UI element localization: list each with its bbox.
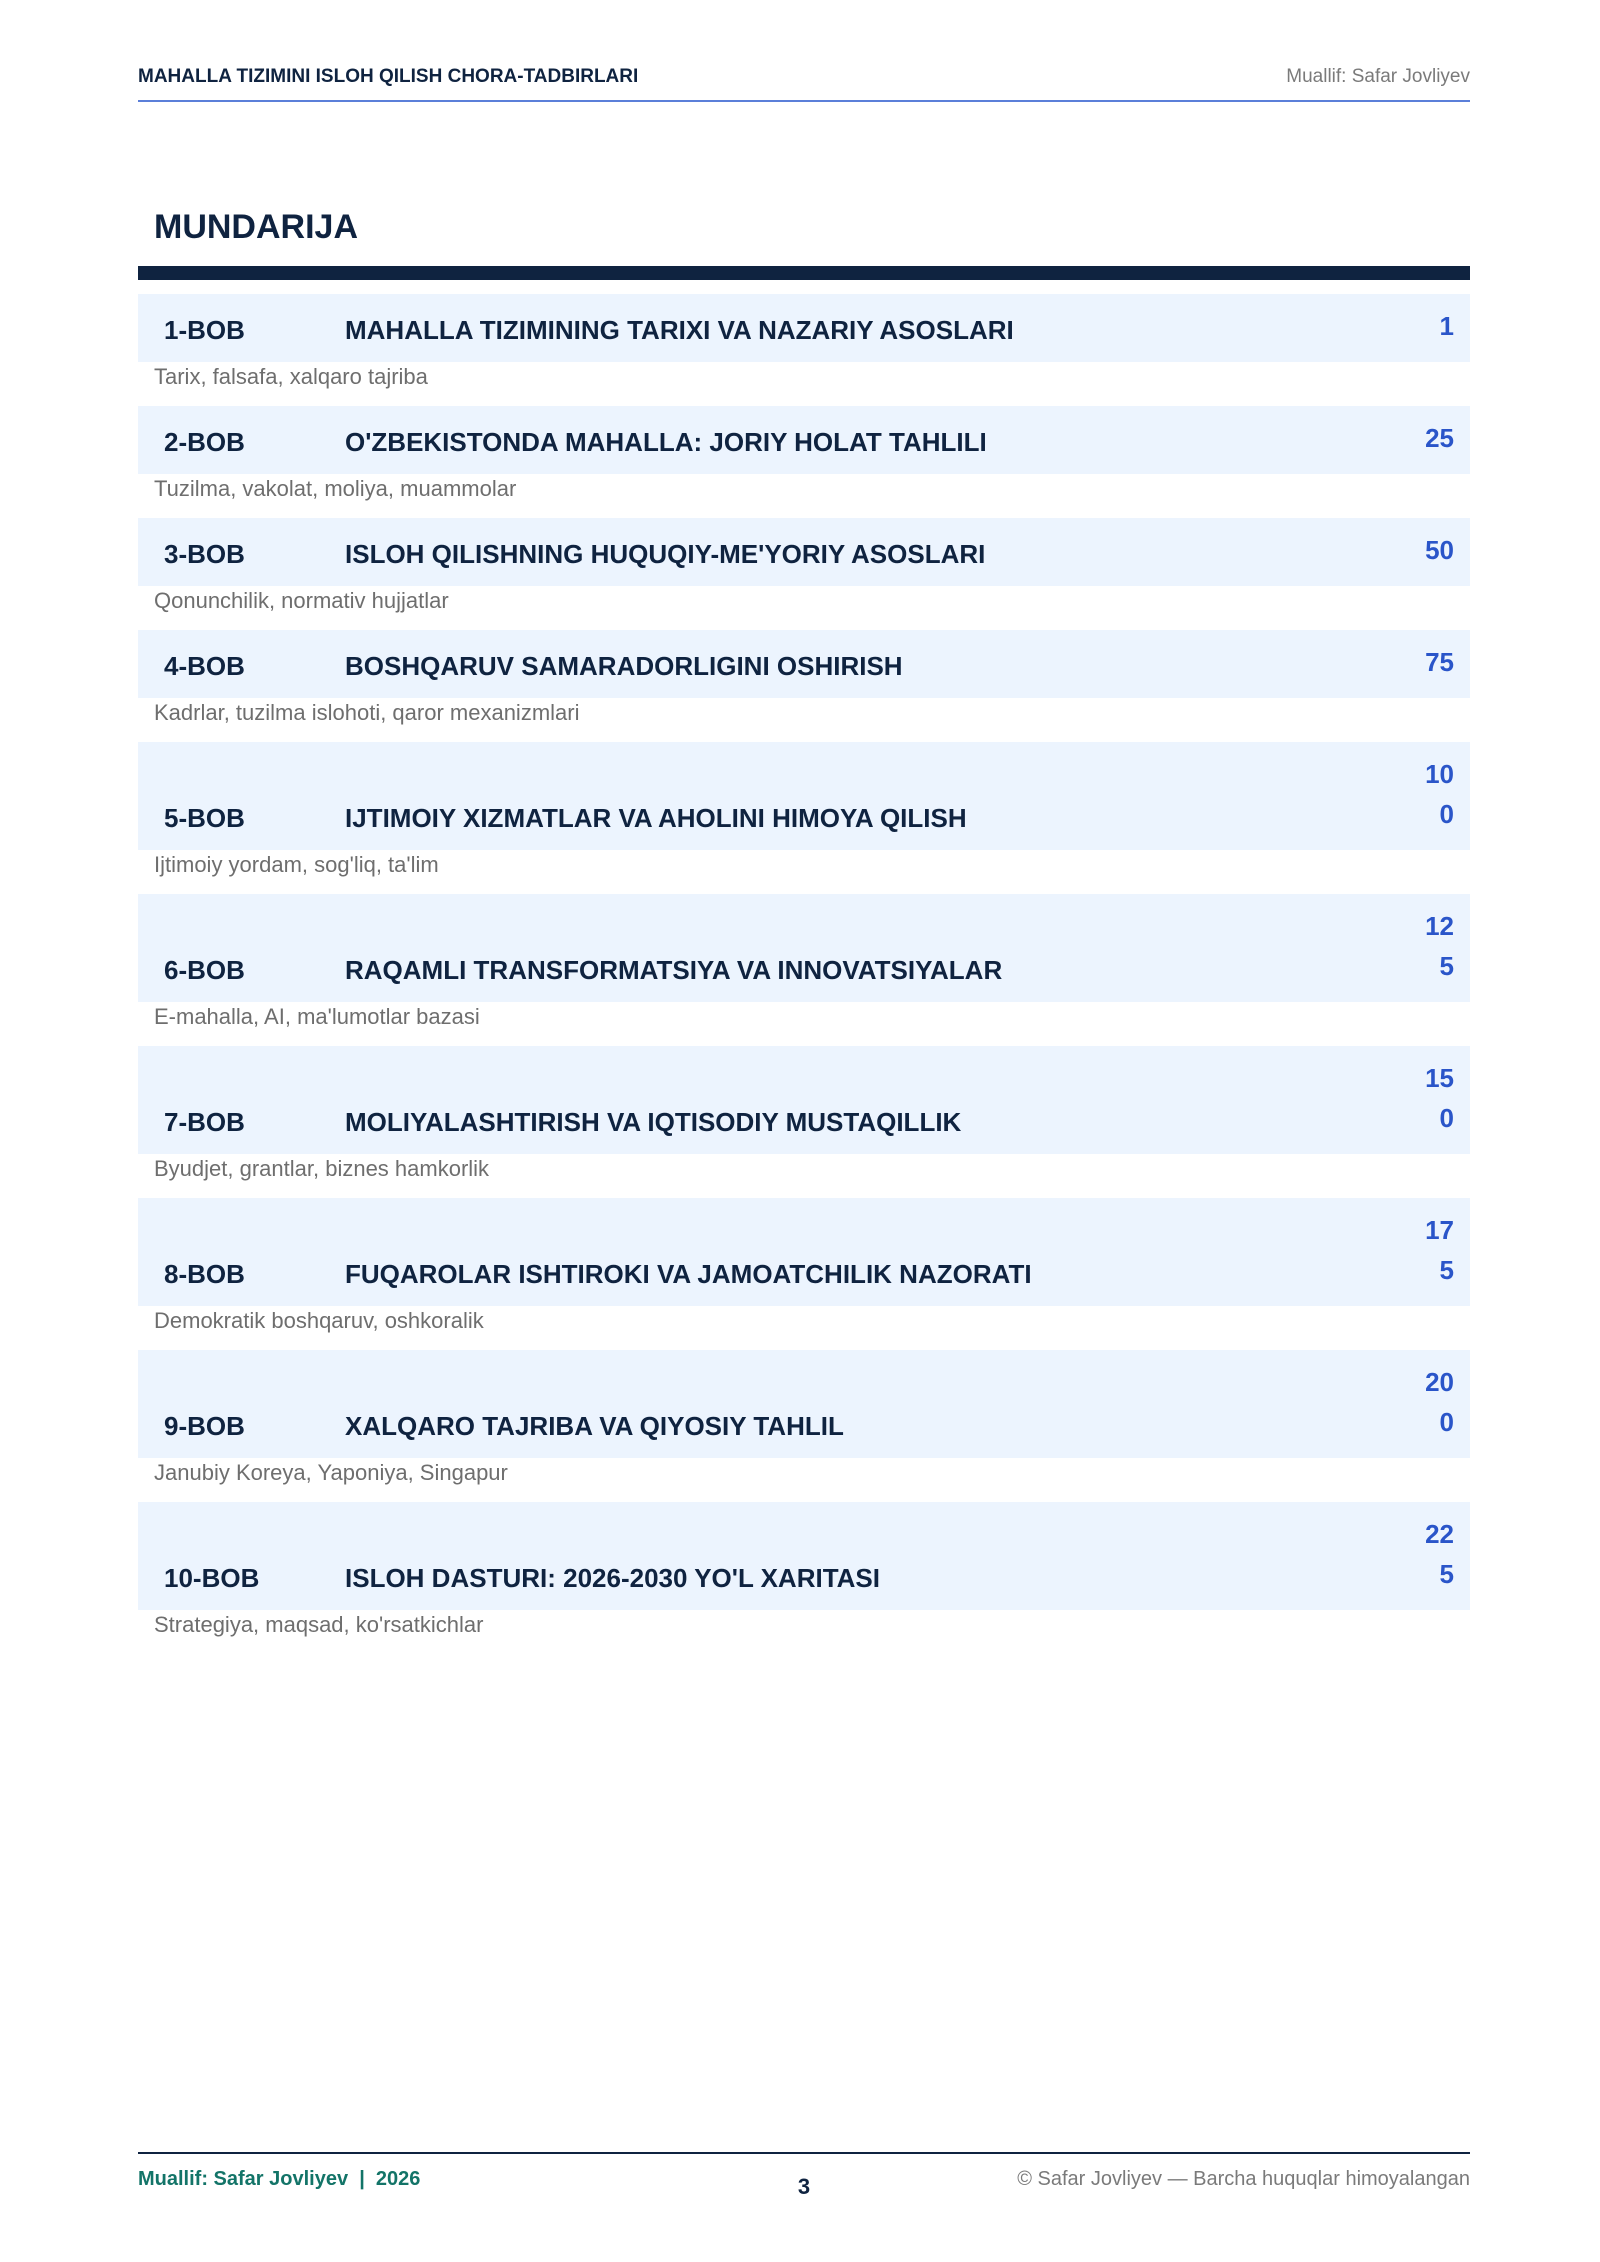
chapter-number: 6-BOB	[164, 955, 245, 985]
toc-entry[interactable]	[138, 630, 1470, 742]
footer-author: Muallif: Safar Jovliyev | 2026	[138, 2168, 421, 2190]
chapter-page-number	[1425, 530, 1454, 570]
page-number-line: 5	[1439, 1559, 1454, 1589]
footer-copyright: © Safar Jovliyev — Barcha huquqlar himoyalangan	[1017, 2168, 1470, 2190]
header-author: Muallif: Safar Jovliyev	[1286, 66, 1470, 87]
page-footer	[138, 2152, 1470, 2214]
chapter-title[interactable]: MAHALLA TIZIMINING TARIXI VA NAZARIY ASOSLARI	[345, 315, 1014, 345]
page-number-line: 22	[1425, 1519, 1454, 1549]
page-number-line: 50	[1425, 535, 1454, 565]
chapter-number: 4-BOB	[164, 651, 245, 681]
page-number-line: 0	[1439, 799, 1454, 829]
chapter-page-number	[1425, 1514, 1454, 1594]
chapter-title[interactable]: MOLIYALASHTIRISH VA IQTISODIY MUSTAQILLIK	[345, 1107, 962, 1137]
toc-entry[interactable]	[138, 742, 1470, 894]
toc-entry-band	[138, 1198, 1470, 1306]
toc-heading: MUNDARIJA	[154, 208, 358, 246]
chapter-number: 2-BOB	[164, 427, 245, 457]
toc-entry-band	[138, 294, 1470, 362]
toc-entry-band	[138, 742, 1470, 850]
toc-entry[interactable]	[138, 1502, 1470, 1654]
chapter-subtitle: Tarix, falsafa, xalqaro tajriba	[154, 364, 428, 389]
page-number-line: 17	[1425, 1215, 1454, 1245]
toc-entry-band	[138, 894, 1470, 1002]
toc-entry[interactable]	[138, 1198, 1470, 1350]
chapter-subtitle: Kadrlar, tuzilma islohoti, qaror mexanizmlari	[154, 700, 580, 725]
page-number-line: 5	[1439, 1255, 1454, 1285]
chapter-number: 1-BOB	[164, 315, 245, 345]
chapter-subtitle: Demokratik boshqaruv, oshkoralik	[154, 1308, 484, 1333]
chapter-title[interactable]: O'ZBEKISTONDA MAHALLA: JORIY HOLAT TAHLILI	[345, 427, 987, 457]
page-number-line: 10	[1425, 759, 1454, 789]
running-header	[138, 62, 1470, 102]
page-number-line: 15	[1425, 1063, 1454, 1093]
toc-entry-band	[138, 1350, 1470, 1458]
heading-rule	[138, 266, 1470, 280]
chapter-page-number	[1425, 906, 1454, 986]
chapter-title[interactable]: FUQAROLAR ISHTIROKI VA JAMOATCHILIK NAZORATI	[345, 1259, 1032, 1289]
chapter-subtitle: Qonunchilik, normativ hujjatlar	[154, 588, 449, 613]
toc-entry-band	[138, 406, 1470, 474]
chapter-page-number	[1425, 1210, 1454, 1290]
chapter-number: 3-BOB	[164, 539, 245, 569]
table-of-contents	[138, 294, 1470, 1654]
page-number-line: 0	[1439, 1407, 1454, 1437]
chapter-subtitle: Byudjet, grantlar, biznes hamkorlik	[154, 1156, 490, 1181]
page-number-line: 0	[1439, 1103, 1454, 1133]
chapter-subtitle: Tuzilma, vakolat, moliya, muammolar	[154, 476, 517, 501]
page-number-line: 12	[1425, 911, 1454, 941]
page-number-line: 20	[1425, 1367, 1454, 1397]
toc-entry-band	[138, 630, 1470, 698]
chapter-number: 5-BOB	[164, 803, 245, 833]
toc-entry-band	[138, 1502, 1470, 1610]
page-number-line: 75	[1425, 647, 1454, 677]
chapter-subtitle: Janubiy Koreya, Yaponiya, Singapur	[154, 1460, 508, 1485]
chapter-title[interactable]: BOSHQARUV SAMARADORLIGINI OSHIRISH	[345, 651, 903, 681]
chapter-page-number	[1425, 1362, 1454, 1442]
chapter-number: 8-BOB	[164, 1259, 245, 1289]
chapter-subtitle: E-mahalla, AI, ma'lumotlar bazasi	[154, 1004, 480, 1029]
toc-entry[interactable]	[138, 294, 1470, 406]
chapter-number: 7-BOB	[164, 1107, 245, 1137]
toc-entry[interactable]	[138, 406, 1470, 518]
chapter-number: 10-BOB	[164, 1563, 260, 1593]
toc-entry[interactable]	[138, 894, 1470, 1046]
page-number: 3	[797, 2174, 811, 2199]
chapter-title[interactable]: ISLOH QILISHNING HUQUQIY-ME'YORIY ASOSLARI	[345, 539, 986, 569]
chapter-page-number	[1425, 418, 1454, 458]
chapter-subtitle: Ijtimoiy yordam, sog'liq, ta'lim	[154, 852, 439, 877]
chapter-page-number	[1425, 754, 1454, 834]
chapter-page-number	[1440, 306, 1454, 346]
chapter-page-number	[1425, 642, 1454, 682]
header-title: MAHALLA TIZIMINI ISLOH QILISH CHORA-TADBIRLARI	[138, 66, 639, 87]
chapter-title[interactable]: XALQARO TAJRIBA VA QIYOSIY TAHLIL	[345, 1411, 844, 1441]
toc-entry-band	[138, 1046, 1470, 1154]
chapter-title[interactable]: IJTIMOIY XIZMATLAR VA AHOLINI HIMOYA QILISH	[345, 803, 967, 833]
toc-entry[interactable]	[138, 1350, 1470, 1502]
page-number-line: 25	[1425, 423, 1454, 453]
chapter-number: 9-BOB	[164, 1411, 245, 1441]
toc-entry[interactable]	[138, 518, 1470, 630]
chapter-title[interactable]: RAQAMLI TRANSFORMATSIYA VA INNOVATSIYALAR	[345, 955, 1003, 985]
chapter-title[interactable]: ISLOH DASTURI: 2026-2030 YO'L XARITASI	[345, 1563, 880, 1593]
toc-entry-band	[138, 518, 1470, 586]
page-number-line: 5	[1439, 951, 1454, 981]
toc-entry[interactable]	[138, 1046, 1470, 1198]
page-number-line: 1	[1439, 311, 1454, 341]
chapter-page-number	[1425, 1058, 1454, 1138]
chapter-subtitle: Strategiya, maqsad, ko'rsatkichlar	[154, 1612, 484, 1637]
